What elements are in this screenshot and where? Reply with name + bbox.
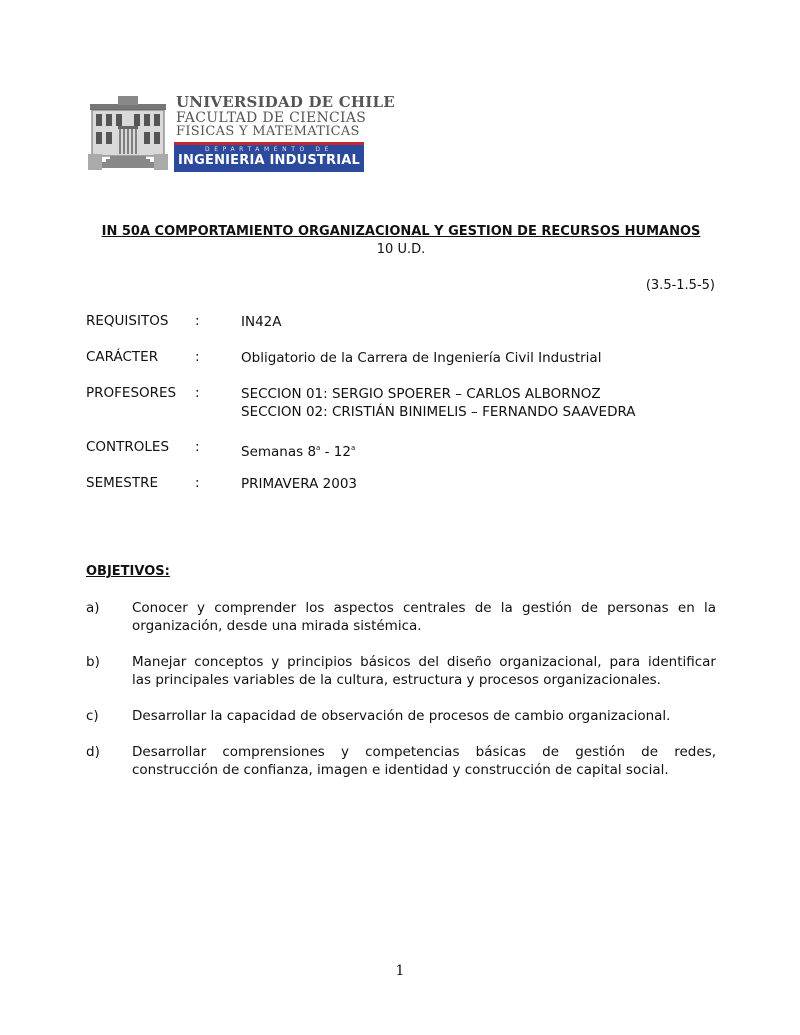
field-separator: : xyxy=(195,349,200,365)
ordinal-suffix: a xyxy=(350,444,356,452)
objective-line: Manejar conceptos y principios básicos del diseño organizacional, para identificar xyxy=(132,654,716,670)
field-value xyxy=(241,439,355,461)
department-name: INGENIERIA INDUSTRIAL xyxy=(178,153,360,168)
page-number: 1 xyxy=(395,963,405,979)
field-label: REQUISITOS xyxy=(86,313,169,329)
university-title: UNIVERSIDAD DE CHILE xyxy=(176,93,395,111)
university-name xyxy=(176,93,395,139)
objetivos-heading: OBJETIVOS: xyxy=(86,564,170,579)
objective-line: construcción de confianza, imagen e identidad y construcción de capital social. xyxy=(132,762,669,778)
objective-letter: b) xyxy=(86,654,100,670)
objective-text xyxy=(132,599,716,635)
controles-week-end: - 12 xyxy=(320,444,351,460)
university-building-icon xyxy=(88,96,168,170)
field-separator: : xyxy=(195,313,200,329)
field-separator: : xyxy=(195,439,200,455)
field-label: PROFESORES xyxy=(86,385,177,401)
faculty-line-2: FISICAS Y MATEMATICAS xyxy=(176,124,360,139)
objective-text xyxy=(132,707,716,725)
course-title: IN 50A COMPORTAMIENTO ORGANIZACIONAL Y GESTION DE RECURSOS HUMANOS xyxy=(101,224,701,239)
field-value-section-2: SECCION 02: CRISTIÁN BINIMELIS – FERNANDO SAAVEDRA xyxy=(241,404,636,420)
objective-text xyxy=(132,743,716,779)
department-band xyxy=(174,142,364,172)
field-value: PRIMAVERA 2003 xyxy=(241,476,358,492)
ordinal-suffix: a xyxy=(316,444,321,452)
field-label: CARÁCTER xyxy=(86,349,159,365)
field-value: IN42A xyxy=(241,314,282,330)
objective-line: Desarrollar comprensiones y competencias básicas de gestión de redes, xyxy=(132,744,716,760)
objective-line: organización, desde una mirada sistémica. xyxy=(132,618,422,634)
field-separator: : xyxy=(195,475,200,491)
field-value-section-1: SECCION 01: SERGIO SPOERER – CARLOS ALBORNOZ xyxy=(241,386,601,402)
objective-letter: a) xyxy=(86,600,100,616)
university-logo xyxy=(88,93,395,174)
field-value: Obligatorio de la Carrera de Ingeniería Civil Industrial xyxy=(241,350,602,366)
objective-letter: d) xyxy=(86,744,100,760)
objective-line: las principales variables de la cultura, estructura y procesos organizacionales. xyxy=(132,672,661,688)
objective-letter: c) xyxy=(86,708,99,724)
objective-line: Desarrollar la capacidad de observación de procesos de cambio organizacional. xyxy=(132,708,671,724)
objective-text xyxy=(132,653,716,689)
field-label: CONTROLES xyxy=(86,439,170,455)
department-label: DEPARTAMENTO DE xyxy=(205,146,333,153)
course-hours-code: (3.5-1.5-5) xyxy=(645,278,715,293)
controles-week-start: Semanas 8 xyxy=(241,444,317,460)
faculty-line-1: FACULTAD DE CIENCIAS xyxy=(176,110,367,126)
objective-line: Conocer y comprender los aspectos centrales de la gestión de personas en la xyxy=(132,600,716,616)
field-separator: : xyxy=(195,385,200,401)
field-label: SEMESTRE xyxy=(86,475,159,491)
course-units: 10 U.D. xyxy=(376,242,426,257)
